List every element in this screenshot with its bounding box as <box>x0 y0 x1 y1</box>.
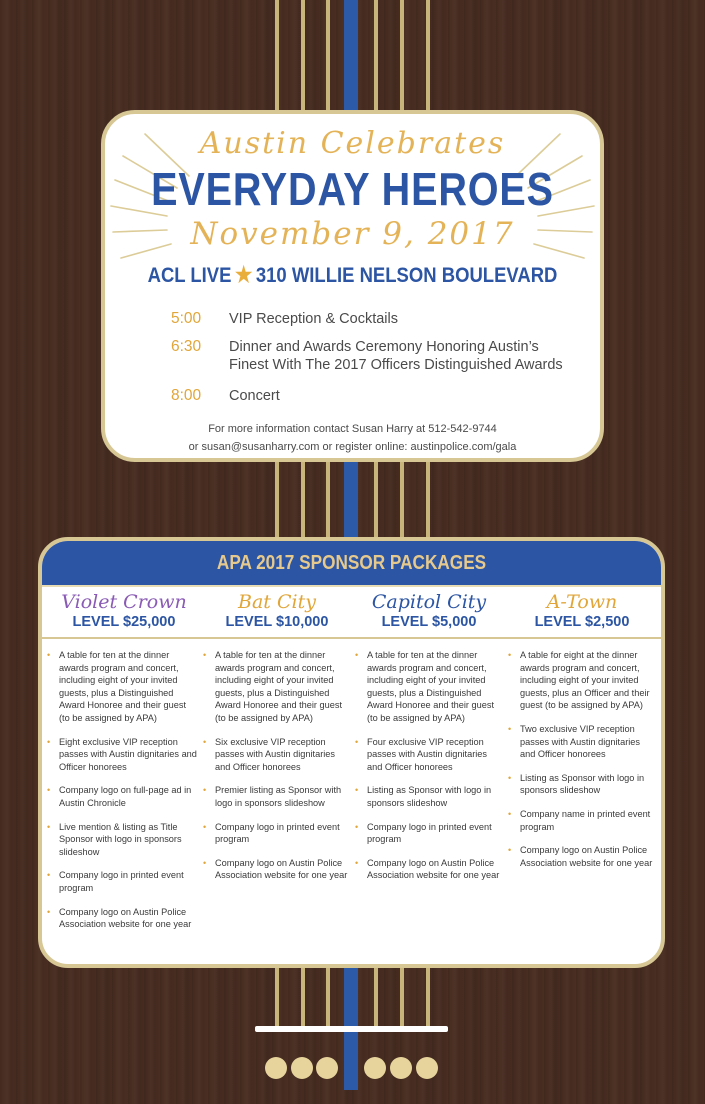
list-item: • A table for eight at the dinner awards program and concert, including eight of your invited guests, plus an Officer and their guest (to be assigned by APA) <box>507 649 655 712</box>
venue-name: ACL LIVE <box>147 264 232 287</box>
list-item: • Listing as Sponsor with logo in sponsors slideshow <box>354 784 502 809</box>
sponsor-level-price: LEVEL $5,000 <box>381 614 477 630</box>
event-tagline: Austin Celebrates <box>199 126 506 161</box>
schedule-description: Dinner and Awards Ceremony Honoring Austin’s Finest With The 2017 Officers Distinguished Awards <box>229 339 563 373</box>
star-icon: ★ <box>234 262 253 287</box>
benefit-list <box>202 649 350 893</box>
schedule-description: VIP Reception & Cocktails <box>229 311 398 327</box>
list-item: • Company logo on Austin Police Association website for one year <box>46 906 198 931</box>
sponsor-level-column <box>354 591 504 881</box>
venue-line <box>135 262 571 288</box>
contact-line: For more information contact Susan Harry at 512-542-9744 <box>208 423 497 435</box>
list-item: • Company logo on Austin Police Association website for one year <box>507 844 655 869</box>
sponsor-level-column <box>202 591 352 881</box>
list-item: • Six exclusive VIP reception passes with Austin dignitaries and Officer honorees <box>202 736 350 774</box>
list-item: • Company name in printed event program <box>507 808 655 833</box>
divider <box>42 637 661 639</box>
list-item: • Company logo in printed event program <box>354 821 502 846</box>
list-item: • Company logo in printed event program <box>202 821 350 846</box>
tuning-peg-icon <box>364 1057 386 1079</box>
schedule-time: 5:00 <box>171 310 202 327</box>
schedule-time: 6:30 <box>171 338 202 355</box>
list-item: • A table for ten at the dinner awards program and concert, including eight of your invited guests, plus a Distinguished Award Honoree and their guest (to be assigned by APA) <box>202 649 350 725</box>
benefit-list <box>507 649 655 880</box>
sponsor-level-name: Capitol City <box>371 591 487 613</box>
list-item: • Company logo on Austin Police Association website for one year <box>202 857 350 882</box>
tuning-peg-icon <box>265 1057 287 1079</box>
tuning-peg-icon <box>316 1057 338 1079</box>
contact-line: or susan@susanharry.com or register online: austinpolice.com/gala <box>188 441 517 453</box>
benefit-list <box>354 649 502 893</box>
sponsor-level-name: A-Town <box>546 591 618 613</box>
tuning-peg-icon <box>390 1057 412 1079</box>
contact-info <box>105 420 600 456</box>
sponsor-level-price: LEVEL $10,000 <box>225 614 329 630</box>
sponsor-level-price: LEVEL $2,500 <box>534 614 630 630</box>
event-date: November 9, 2017 <box>190 216 515 252</box>
venue-address: 310 WILLIE NELSON BOULEVARD <box>255 264 558 287</box>
list-item: • Company logo on full-page ad in Austin Chronicle <box>46 784 198 809</box>
sponsor-level-column <box>46 591 202 930</box>
tuning-peg-icon <box>291 1057 313 1079</box>
sponsor-level-column <box>507 591 657 868</box>
guitar-bridge-icon <box>255 1026 448 1032</box>
sponsor-level-name: Violet Crown <box>61 591 187 613</box>
list-item: • Live mention & listing as Title Sponsor with logo in sponsors slideshow <box>46 821 198 859</box>
sponsor-packages-card <box>38 537 665 968</box>
list-item: • Company logo in printed event program <box>46 869 198 894</box>
list-item: • Company logo on Austin Police Association website for one year <box>354 857 502 882</box>
list-item: • Four exclusive VIP reception passes with Austin dignitaries and Officer honorees <box>354 736 502 774</box>
benefit-list <box>46 649 198 942</box>
list-item: • Eight exclusive VIP reception passes with Austin dignitaries and Officer honorees <box>46 736 198 774</box>
event-card <box>101 110 604 462</box>
divider <box>42 585 661 587</box>
tuning-peg-icon <box>416 1057 438 1079</box>
schedule-description: Concert <box>229 388 280 404</box>
list-item: • Premier listing as Sponsor with logo in sponsors slideshow <box>202 784 350 809</box>
list-item: • Listing as Sponsor with logo in sponsors slideshow <box>507 772 655 797</box>
event-title: EVERYDAY HEROES <box>151 163 554 215</box>
sponsor-level-price: LEVEL $25,000 <box>72 614 176 630</box>
schedule-time: 8:00 <box>171 387 202 404</box>
sponsor-level-name: Bat City <box>238 591 316 613</box>
sponsor-packages-heading: APA 2017 SPONSOR PACKAGES <box>42 541 661 585</box>
list-item: • A table for ten at the dinner awards program and concert, including eight of your invited guests, plus a Distinguished Award Honoree and their guest (to be assigned by APA) <box>46 649 198 725</box>
list-item: • A table for ten at the dinner awards program and concert, including eight of your invited guests, plus a Distinguished Award Honoree and their guest (to be assigned by APA) <box>354 649 502 725</box>
list-item: • Two exclusive VIP reception passes with Austin dignitaries and Officer honorees <box>507 723 655 761</box>
